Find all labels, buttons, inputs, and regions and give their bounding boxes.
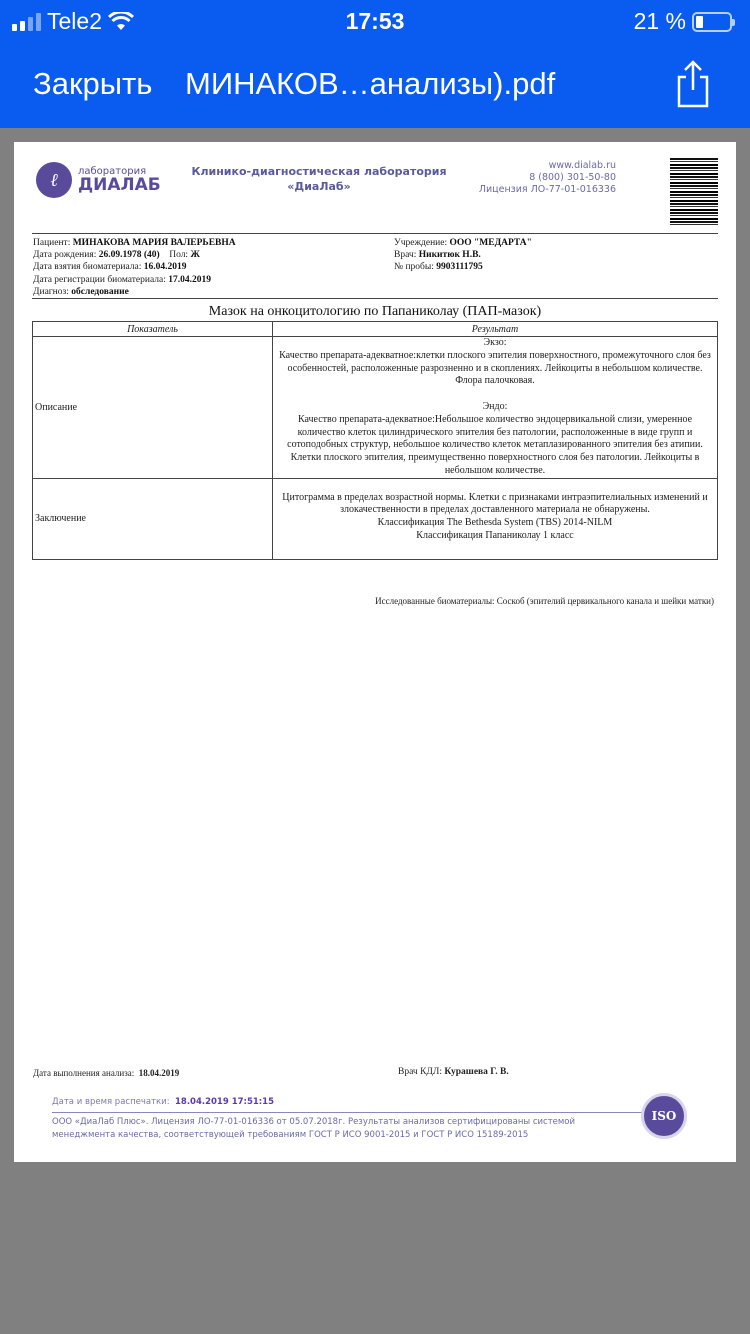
document-title: МИНАКОВ…анализы).pdf — [185, 66, 556, 101]
result-paragraph: Классификация The Bethesda System (TBS) 2014-NILM — [377, 517, 613, 529]
sample-number: 9903111795 — [436, 262, 483, 273]
patient-sex: Ж — [190, 250, 200, 261]
header-divider — [32, 233, 718, 234]
lab-title-line2: «ДиаЛаб» — [287, 180, 351, 193]
lab-logo — [36, 162, 161, 198]
analysis-date: Дата выполнения анализа: 18.04.2019 — [33, 1068, 180, 1078]
footer-divider — [52, 1112, 644, 1113]
result-paragraph: Качество препарата-адекватное:Небольшое количество эндоцервикальной слизи, умеренное количество клеток цилиндрического эпителия без патологии, расположенные в виде групп и сотоподобных структур, небольшое количество клеток метаплазированного эпителия без атипии. Клетки плоского эпителия, преимущественно поверхностного слоя без патологии. Лейкоциты в небольшом количестве. — [287, 413, 703, 476]
result-cell — [273, 478, 718, 559]
lab-website: www.dialab.ru — [548, 160, 616, 171]
result-paragraph: Цитограмма в пределах возрастной нормы. Клетки с признаками интраэпителиальных изменений и злокачественности в пределах доставленного материала не обнаружены. — [282, 491, 708, 516]
param-cell: Заключение — [33, 478, 273, 559]
status-bar — [0, 0, 750, 42]
battery-fill — [696, 16, 703, 28]
table-row — [33, 337, 718, 479]
lab-header — [34, 154, 714, 204]
table-row — [33, 478, 718, 559]
carrier-name: Tele2 — [47, 8, 102, 34]
share-button[interactable] — [672, 60, 714, 108]
result-paragraph: Эндо: — [482, 400, 508, 412]
column-header-param: Показатель — [33, 322, 273, 337]
pdf-page — [14, 142, 736, 1162]
patient-divider — [32, 298, 718, 299]
results-table — [32, 321, 718, 560]
institution: ООО "МЕДАРТА" — [449, 238, 532, 248]
lab-contacts — [464, 160, 616, 196]
logo-small-text: лаборатория — [78, 165, 147, 177]
license-note: ООО «ДиаЛаб Плюс». Лицензия ЛО-77-01-016336 от 05.07.2018г. Результаты анализов сертифицированы системой менеджмента качества, соответствующей требованиям ГОСТ Р ИСО 9001-2015 и ГОСТ Р ИСО 15189-2015 — [52, 1117, 576, 1140]
logo-big-text: ДИАЛАБ — [78, 174, 161, 195]
sample-date: 16.04.2019 — [143, 262, 187, 273]
institution-info: Учреждение: ООО "МЕДАРТА" Врач: Никитюк Н.В. № пробы: 9903111795 — [394, 238, 532, 273]
print-datetime: Дата и время распечатки: 18.04.2019 17:51:15 — [52, 1097, 275, 1107]
clock: 17:53 — [345, 8, 405, 34]
battery-percent: 21 % — [633, 8, 686, 34]
logo-emblem-icon: ℓ — [36, 162, 72, 198]
barcode — [670, 158, 718, 226]
battery-group — [634, 8, 732, 35]
doctor: Никитюк Н.В. — [418, 250, 481, 261]
patient-name: МИНАКОВА МАРИЯ ВАЛЕРЬЕВНА — [72, 238, 236, 248]
viewer-toolbar — [0, 0, 750, 128]
test-title: Мазок на онкоцитологию по Папаниколау (ПАП-мазок) — [208, 304, 542, 319]
result-paragraph: Экзо: — [483, 337, 507, 348]
result-cell — [273, 337, 718, 479]
lab-title-line1: Клинико-диагностическая лаборатория — [191, 165, 447, 178]
result-paragraph: Классификация Папаниколау 1 класс — [416, 529, 574, 541]
column-header-result: Результат — [273, 322, 718, 337]
battery-icon — [692, 12, 732, 32]
registration-date: 17.04.2019 — [168, 274, 211, 285]
close-button[interactable]: Закрыть — [33, 66, 153, 101]
biomaterials-note: Исследованные биоматериалы: Соскоб (эпителий цервикального канала и шейки матки) — [375, 596, 714, 606]
lab-license: Лицензия ЛО-77-01-016336 — [478, 184, 616, 195]
patient-info: Пациент: МИНАКОВА МАРИЯ ВАЛЕРЬЕВНА Дата рождения: 26.09.1978 (40) Пол: Ж Дата взятия биоматериала: 16.04.2019 Дата регистрации биоматериала: 17.04.2019 Диагноз: обследование — [33, 238, 236, 297]
result-paragraph — [275, 388, 715, 401]
result-paragraph — [275, 479, 715, 492]
patient-dob: 26.09.1978 (40) — [98, 250, 160, 261]
result-paragraph: Качество препарата-адекватное:клетки плоского эпителия поверхностного, промежуточного слоя без особенностей, расположенные разрозненно и в скоплениях. Лейкоциты в небольшом количестве. Флора палочковая. — [279, 349, 711, 387]
diagnosis: обследование — [71, 286, 129, 297]
kdl-doctor: Врач КДЛ: Курашева Г. В. — [398, 1067, 509, 1077]
lab-phone: 8 (800) 301-50-80 — [529, 172, 616, 183]
share-icon — [672, 60, 714, 108]
lab-title — [184, 164, 454, 194]
iso-badge-icon: ISO — [641, 1093, 687, 1139]
param-cell: Описание — [33, 337, 273, 479]
nav-bar — [0, 50, 750, 120]
